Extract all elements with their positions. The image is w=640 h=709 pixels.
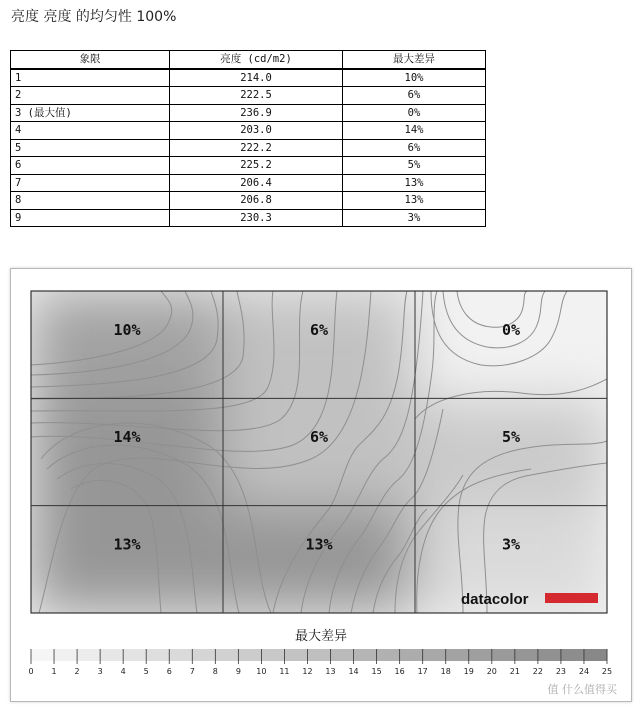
scale-tick-label: 16 [394,667,405,676]
table-row [11,122,486,140]
max-diff-cell: 0% [343,104,486,122]
scale-swatch [377,649,401,661]
scale-swatch [77,649,101,661]
scale-swatch [31,649,55,661]
column-header: 亮度 (cd/m2) [170,51,343,69]
column-header: 最大差异 [343,51,486,69]
scale-swatch [192,649,216,661]
luminance-cell: 236.9 [170,104,343,122]
scale-swatch [561,649,585,661]
scale-tick-label: 8 [212,667,218,676]
scale-swatch [284,649,308,661]
scale-swatch [169,649,193,661]
scale-tick-label: 12 [302,667,313,676]
uniformity-heatmap [11,269,631,701]
quadrant-cell: 9 [11,209,170,227]
color-scale [28,649,612,676]
luminance-cell: 222.2 [170,139,343,157]
scale-swatch [400,649,424,661]
scale-tick-label: 24 [578,667,590,676]
table-row [11,104,486,122]
quadrant-label: 6% [309,320,329,339]
luminance-cell: 222.5 [170,87,343,105]
heatmap-cell [415,291,607,398]
scale-tick-label: 2 [74,667,80,676]
quadrant-label: 0% [501,320,521,339]
quadrant-cell: 1 [11,69,170,87]
table-row [11,69,486,87]
quadrant-label: 14% [113,428,141,447]
scale-tick-label: 13 [325,667,336,676]
max-diff-cell: 13% [343,174,486,192]
scale-swatch [238,649,262,661]
scale-tick-label: 14 [348,667,359,676]
scale-swatch [146,649,170,661]
table-header-row [11,51,486,69]
scale-swatch [331,649,355,661]
heatmap-plot [31,291,607,613]
scale-tick-label: 1 [51,667,57,676]
scale-tick-label: 19 [463,667,474,676]
luminance-cell: 225.2 [170,157,343,175]
scale-tick-label: 17 [417,667,428,676]
scale-swatch [423,649,447,661]
heatmap-cell [223,291,415,398]
luminance-cell: 203.0 [170,122,343,140]
scale-tick-label: 6 [166,667,172,676]
max-diff-cell: 13% [343,192,486,210]
scale-tick-label: 21 [509,667,520,676]
scale-tick-label: 3 [97,667,103,676]
quadrant-cell: 5 [11,139,170,157]
scale-swatch [261,649,285,661]
table-row [11,139,486,157]
luminance-cell: 206.8 [170,192,343,210]
table-row [11,192,486,210]
uniformity-table [10,50,486,227]
luminance-cell: 214.0 [170,69,343,87]
scale-swatch [354,649,378,661]
quadrant-cell: 8 [11,192,170,210]
scale-tick-label: 11 [279,667,290,676]
table-body [11,69,486,227]
shading-layer [31,291,607,613]
quadrant-label: 6% [309,428,329,447]
heatmap-cell [31,398,223,505]
scale-swatch [584,649,608,661]
scale-tick-label: 20 [486,667,497,676]
quadrant-cell: 7 [11,174,170,192]
max-diff-cell: 6% [343,139,486,157]
luminance-cell: 206.4 [170,174,343,192]
color-scale-legend [28,628,612,676]
heatmap-cell [31,291,223,398]
brand-logo-text: datacolor [461,591,529,608]
scale-tick-label: 5 [143,667,149,676]
scale-tick-label: 4 [120,667,126,676]
scale-swatch [100,649,124,661]
page-title: 亮度 亮度 的均匀性 100% [11,9,177,25]
scale-swatch [492,649,516,661]
quadrant-cell: 6 [11,157,170,175]
quadrant-label: 3% [501,535,521,554]
quadrant-label: 13% [305,535,333,554]
table-row [11,87,486,105]
scale-swatch [215,649,239,661]
scale-swatch [123,649,147,661]
scale-swatch [538,649,562,661]
quadrant-cell: 2 [11,87,170,105]
scale-tick-label: 10 [256,667,267,676]
scale-tick-label: 15 [371,667,382,676]
max-diff-cell: 14% [343,122,486,140]
watermark: 值 什么值得买 [547,683,617,696]
max-diff-cell: 5% [343,157,486,175]
quadrant-cell: 3 (最大值) [11,104,170,122]
quadrant-label: 10% [113,320,141,339]
scale-tick-label: 7 [189,667,195,676]
max-diff-cell: 6% [343,87,486,105]
heatmap-cell [223,398,415,505]
brand-logo-bar [545,593,598,603]
max-diff-cell: 3% [343,209,486,227]
scale-tick-label: 23 [555,667,567,676]
max-diff-cell: 10% [343,69,486,87]
heatmap-cell [415,398,607,505]
luminance-cell: 230.3 [170,209,343,227]
legend-title: 最大差异 [294,629,348,644]
scale-swatch [54,649,78,661]
scale-swatch [307,649,331,661]
heatmap-panel [10,268,632,702]
scale-swatch [446,649,470,661]
scale-tick-label: 9 [235,667,241,676]
heatmap-cell [31,506,223,613]
scale-tick-label: 0 [28,667,34,676]
scale-swatch [515,649,539,661]
table-row [11,157,486,175]
column-header: 象限 [11,51,170,69]
quadrant-label: 5% [501,428,521,447]
quadrant-label: 13% [113,535,141,554]
quadrant-cell: 4 [11,122,170,140]
scale-tick-label: 18 [440,667,451,676]
table-row [11,174,486,192]
table-row [11,209,486,227]
scale-swatch [469,649,493,661]
scale-tick-label: 22 [532,667,543,676]
scale-tick-label: 25 [601,667,613,676]
